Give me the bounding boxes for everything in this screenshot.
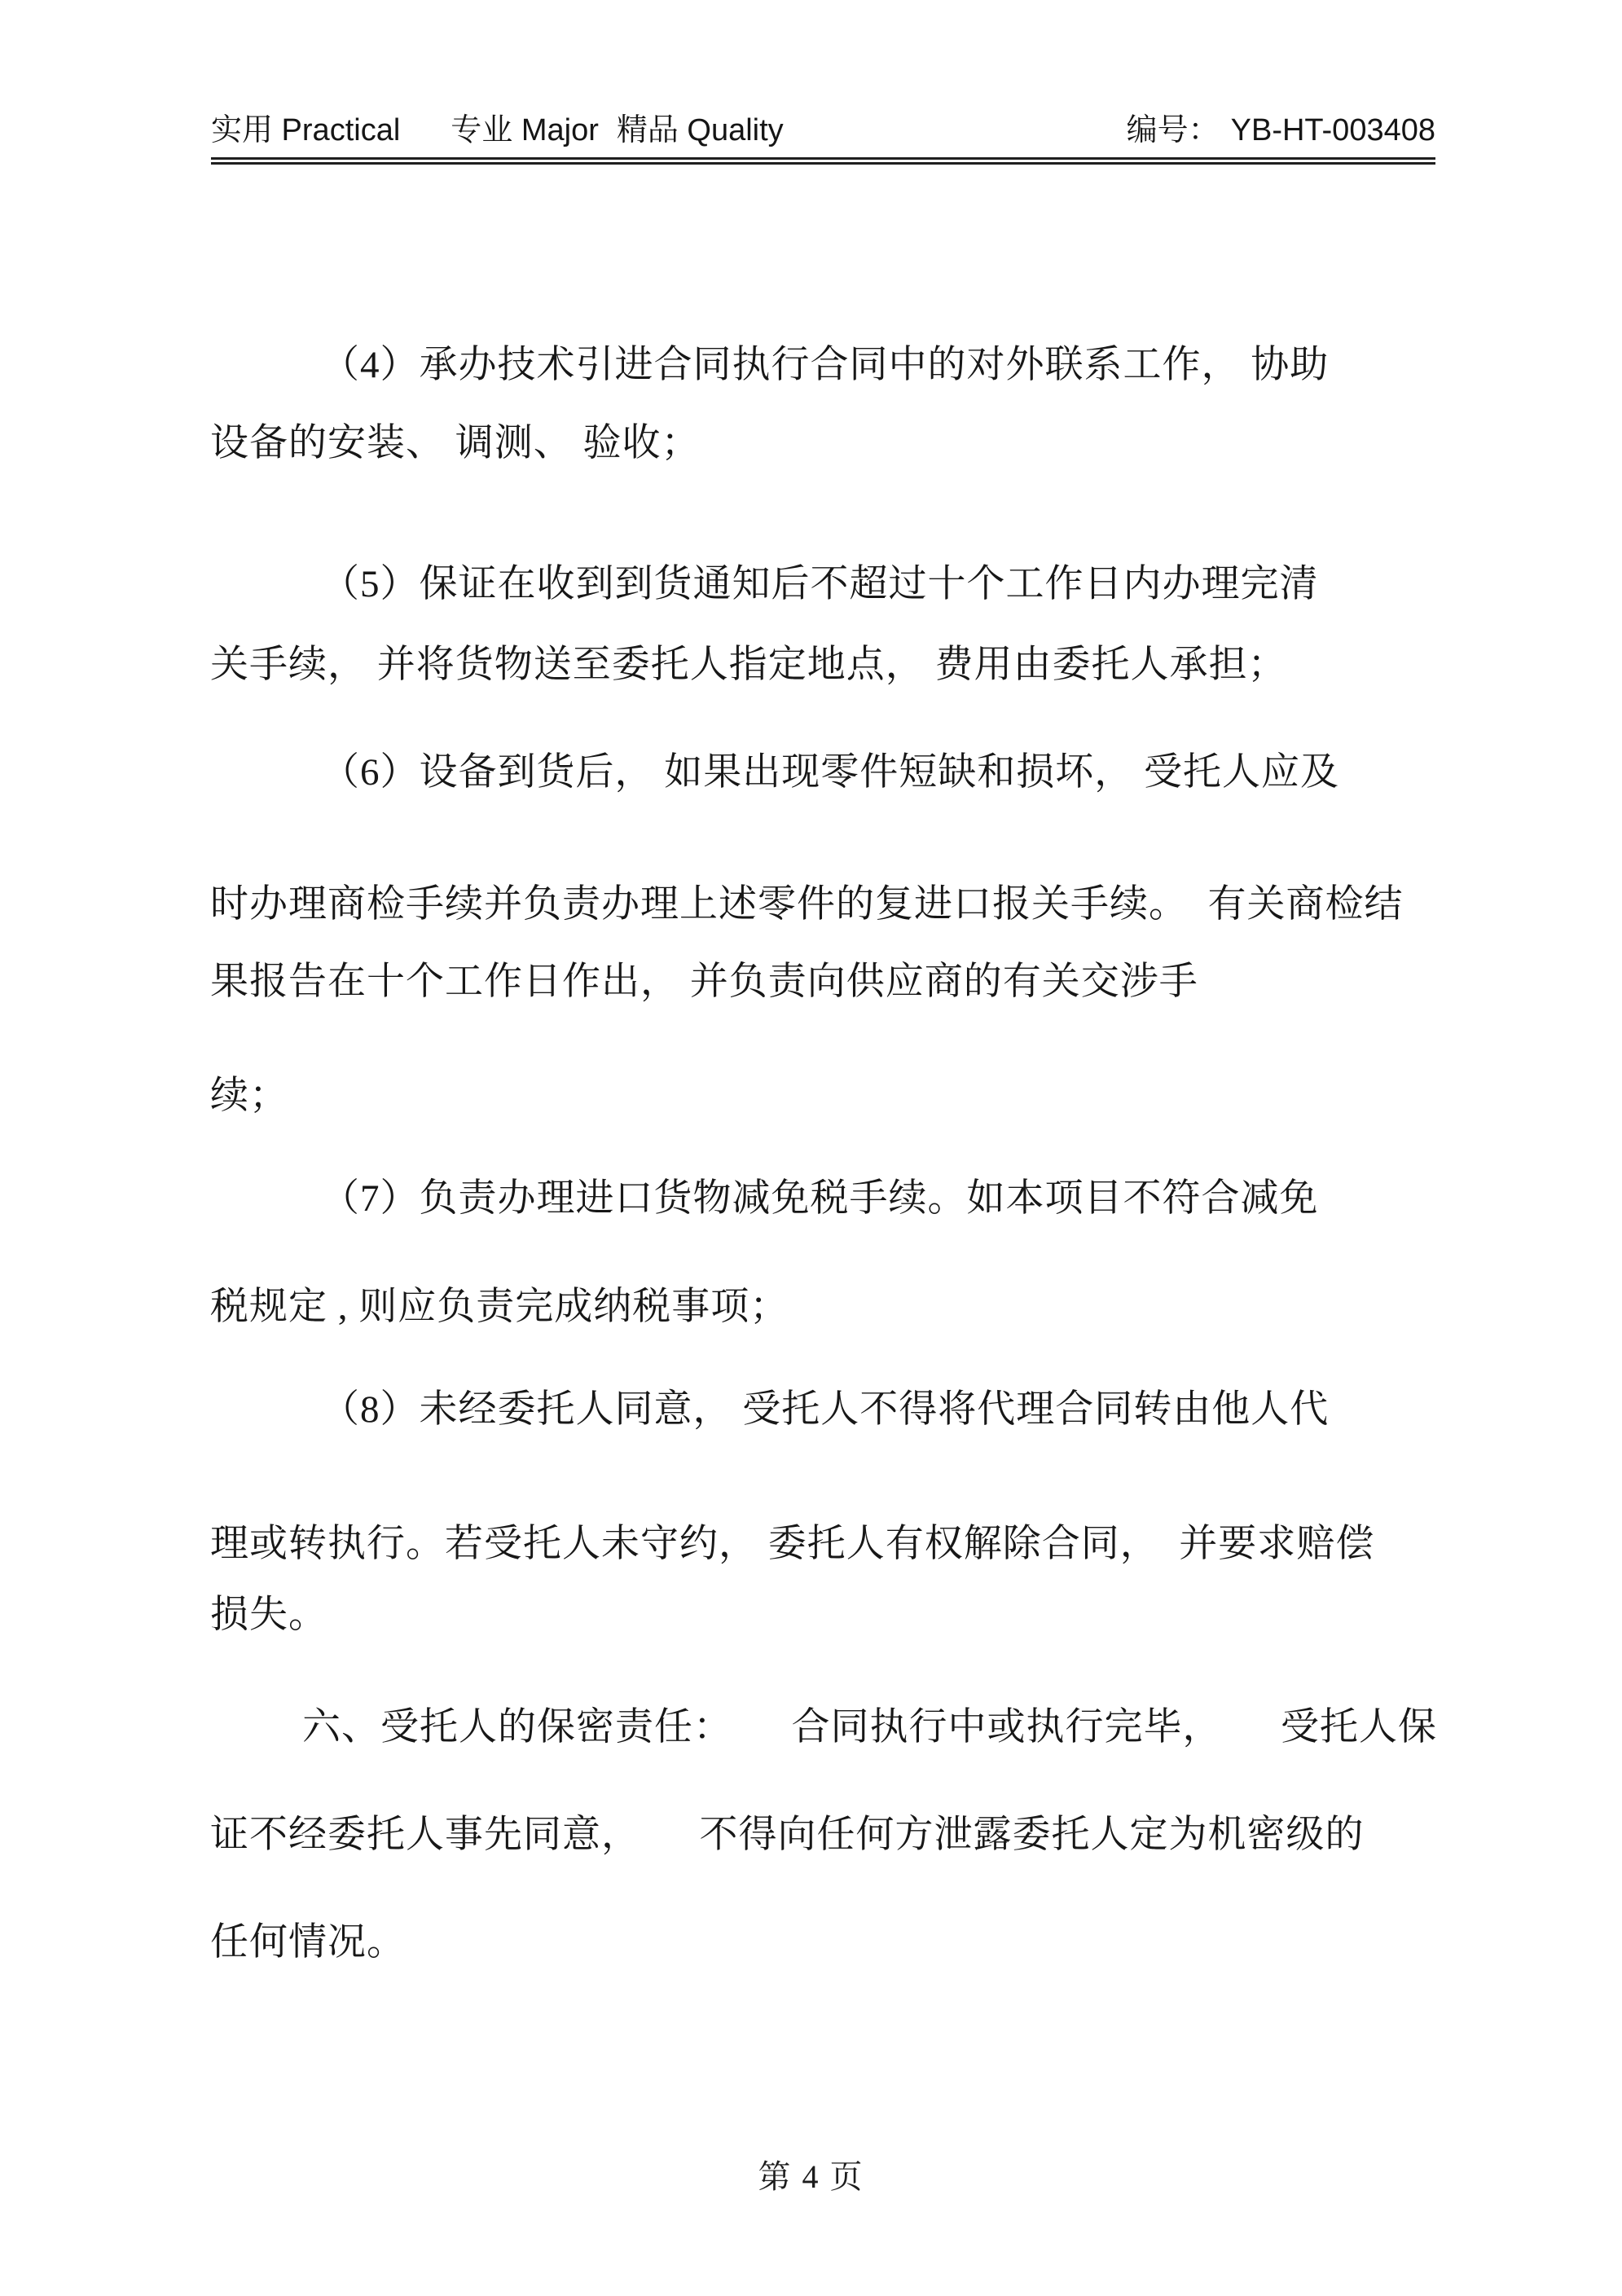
body-line-item5-2: 关手续， 并将货物送至委托人指定地点， 费用由委托人承担； bbox=[210, 644, 1287, 686]
document-number bbox=[1127, 112, 1435, 150]
body-line-item8-2: 理或转执行。若受托人未守约， 委托人有权解除合同， 并要求赔偿 bbox=[210, 1523, 1375, 1565]
body-line-section6-1: 六、受托人的保密责任： 合同执行中或执行完毕， 受托人保 bbox=[302, 1706, 1437, 1748]
body-line-item6-2: 时办理商检手续并负责办理上述零件的复进口报关手续。 有关商检结 bbox=[210, 883, 1404, 926]
body-line-section6-2: 证不经委托人事先同意， 不得向任何方泄露委托人定为机密级的 bbox=[210, 1814, 1365, 1856]
brand-text bbox=[211, 112, 784, 150]
brand-item-major: 专业 Major bbox=[451, 113, 599, 147]
body-line-item7-1: （7）负责办理进口货物减免税手续。如本项目不符合减免 bbox=[321, 1177, 1319, 1220]
header-divider-rule bbox=[211, 157, 1435, 165]
body-line-item6-3: 果报告在十个工作日作出， 并负责向供应商的有关交涉手 bbox=[210, 961, 1198, 1003]
body-line-item6-1: （6）设备到货后， 如果出现零件短缺和损坏， 受托人应及 bbox=[321, 751, 1339, 794]
body-line-item8-3: 损失。 bbox=[210, 1594, 327, 1636]
brand-item-practical: 实用 Practical bbox=[211, 113, 401, 147]
body-line-item5-1: （5）保证在收到到货通知后不超过十个工作日内办理完清 bbox=[321, 563, 1319, 605]
body-line-item7-2: 税规定 , 则应负责完成纳税事项； bbox=[210, 1286, 789, 1328]
body-line-item8-1: （8）未经委托人同意， 受托人不得将代理合同转由他人代 bbox=[321, 1388, 1330, 1431]
body-line-item4-1: （4）承办技术引进合同执行合同中的对外联系工作， 协助 bbox=[321, 344, 1330, 386]
document-number-label: 编号： bbox=[1126, 113, 1220, 147]
body-line-item6-4: 续； bbox=[210, 1075, 288, 1117]
page-header bbox=[211, 112, 1435, 150]
document-number-value: YB-HT-003408 bbox=[1230, 113, 1435, 147]
body-line-item4-2: 设备的安装、 调测、 验收； bbox=[210, 422, 701, 464]
page-number: 第 4 页 bbox=[758, 2158, 864, 2195]
brand-item-quality: 精品 Quality bbox=[616, 113, 784, 147]
body-line-section6-3: 任何情况。 bbox=[210, 1921, 406, 1964]
